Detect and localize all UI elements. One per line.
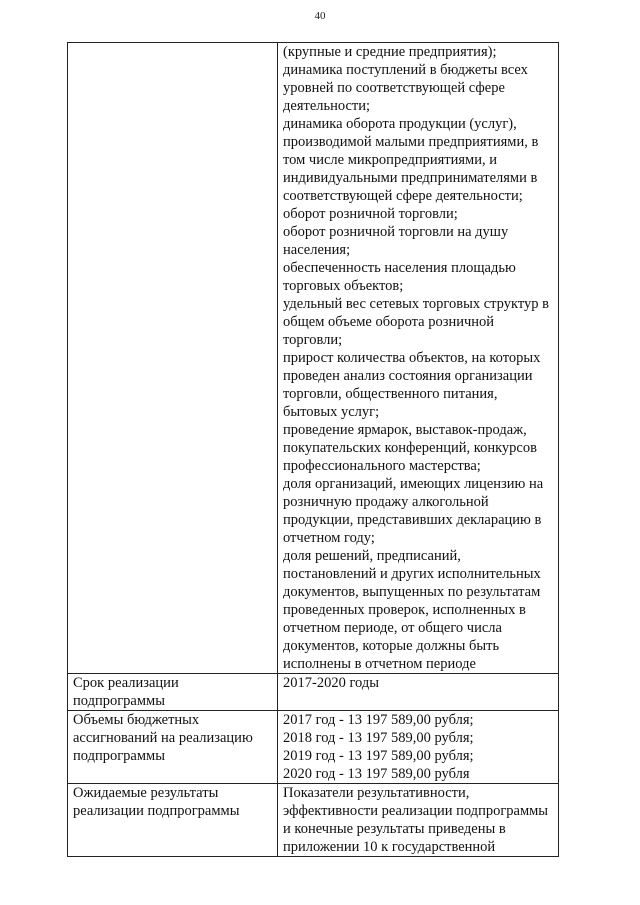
label-line: Срок реализации bbox=[73, 675, 179, 691]
value-line: 2019 год - 13 197 589,00 рубля; bbox=[283, 748, 474, 764]
value-line: 2020 год - 13 197 589,00 рубля bbox=[283, 766, 470, 782]
value-line: доля организаций, имеющих лицензию на bbox=[283, 476, 544, 492]
label-line: Объемы бюджетных bbox=[73, 712, 200, 728]
value-line: удельный вес сетевых торговых структур в bbox=[283, 296, 549, 312]
value-line: уровней по соответствующей сфере bbox=[283, 80, 505, 96]
value-line: отчетном году; bbox=[283, 530, 375, 546]
value-line: оборот розничной торговли; bbox=[283, 206, 458, 222]
value-line: продукции, представивших декларацию в bbox=[283, 512, 542, 528]
row-label-cell bbox=[68, 784, 278, 857]
row-value-cell bbox=[278, 43, 559, 674]
value-line: документов, которые должны быть bbox=[283, 638, 500, 654]
value-line: документов, выпущенных по результатам bbox=[283, 584, 541, 600]
value-line: торговли; bbox=[283, 332, 343, 348]
value-line: соответствующей сфере деятельности; bbox=[283, 188, 523, 204]
value-line: профессионального мастерства; bbox=[283, 458, 481, 474]
value-line: покупательских конференций, конкурсов bbox=[283, 440, 537, 456]
budget-allocations-row bbox=[68, 711, 559, 784]
value-line: эффективности реализации подпрограммы bbox=[283, 803, 549, 819]
value-line: торговли, общественного питания, bbox=[283, 386, 498, 402]
value-line: проведенных проверок, исполненных в bbox=[283, 602, 526, 618]
implementation-period-row bbox=[68, 674, 559, 711]
value-line: том числе микропредприятиями, и bbox=[283, 152, 497, 168]
value-line: проведен анализ состояния организации bbox=[283, 368, 533, 384]
value-line: 2017 год - 13 197 589,00 рубля; bbox=[283, 712, 474, 728]
row-label-cell bbox=[68, 43, 278, 674]
value-line: населения; bbox=[283, 242, 351, 258]
label-line: реализации подпрограммы bbox=[73, 803, 240, 819]
row-value-cell bbox=[278, 711, 559, 784]
value-line: (крупные и средние предприятия); bbox=[283, 44, 497, 60]
indicators-continuation-row bbox=[68, 43, 559, 674]
value-line: розничную продажу алкогольной bbox=[283, 494, 489, 510]
value-line: приложении 10 к государственной bbox=[283, 839, 496, 855]
subprogram-passport-table bbox=[67, 42, 559, 857]
value-line: обеспеченность населения площадью bbox=[283, 260, 516, 276]
row-label-cell bbox=[68, 711, 278, 784]
value-line: проведение ярмарок, выставок-продаж, bbox=[283, 422, 527, 438]
value-line: 2017-2020 годы bbox=[283, 675, 379, 691]
value-line: доля решений, предписаний, bbox=[283, 548, 461, 564]
label-line: Ожидаемые результаты bbox=[73, 785, 219, 801]
page-number: 40 bbox=[314, 10, 326, 22]
label-line: ассигнований на реализацию bbox=[73, 730, 253, 746]
value-line: общем объеме оборота розничной bbox=[283, 314, 495, 330]
value-line: деятельности; bbox=[283, 98, 371, 114]
row-label-cell bbox=[68, 674, 278, 711]
value-line: индивидуальными предпринимателями в bbox=[283, 170, 538, 186]
row-value-cell bbox=[278, 674, 559, 711]
value-line: динамика оборота продукции (услуг), bbox=[283, 116, 517, 132]
value-line: постановлений и других исполнительных bbox=[283, 566, 541, 582]
value-line: и конечные результаты приведены в bbox=[283, 821, 506, 837]
row-value-cell bbox=[278, 784, 559, 857]
expected-results-row bbox=[68, 784, 559, 857]
label-line: подпрограммы bbox=[73, 693, 165, 709]
value-line: отчетном периоде, от общего числа bbox=[283, 620, 502, 636]
value-line: динамика поступлений в бюджеты всех bbox=[283, 62, 528, 78]
value-line: исполнены в отчетном периоде bbox=[283, 656, 476, 672]
value-line: бытовых услуг; bbox=[283, 404, 380, 420]
value-line: оборот розничной торговли на душу bbox=[283, 224, 509, 240]
value-line: прирост количества объектов, на которых bbox=[283, 350, 541, 366]
value-line: Показатели результативности, bbox=[283, 785, 470, 801]
label-line: подпрограммы bbox=[73, 748, 165, 764]
value-line: производимой малыми предприятиями, в bbox=[283, 134, 539, 150]
value-line: 2018 год - 13 197 589,00 рубля; bbox=[283, 730, 474, 746]
value-line: торговых объектов; bbox=[283, 278, 404, 294]
